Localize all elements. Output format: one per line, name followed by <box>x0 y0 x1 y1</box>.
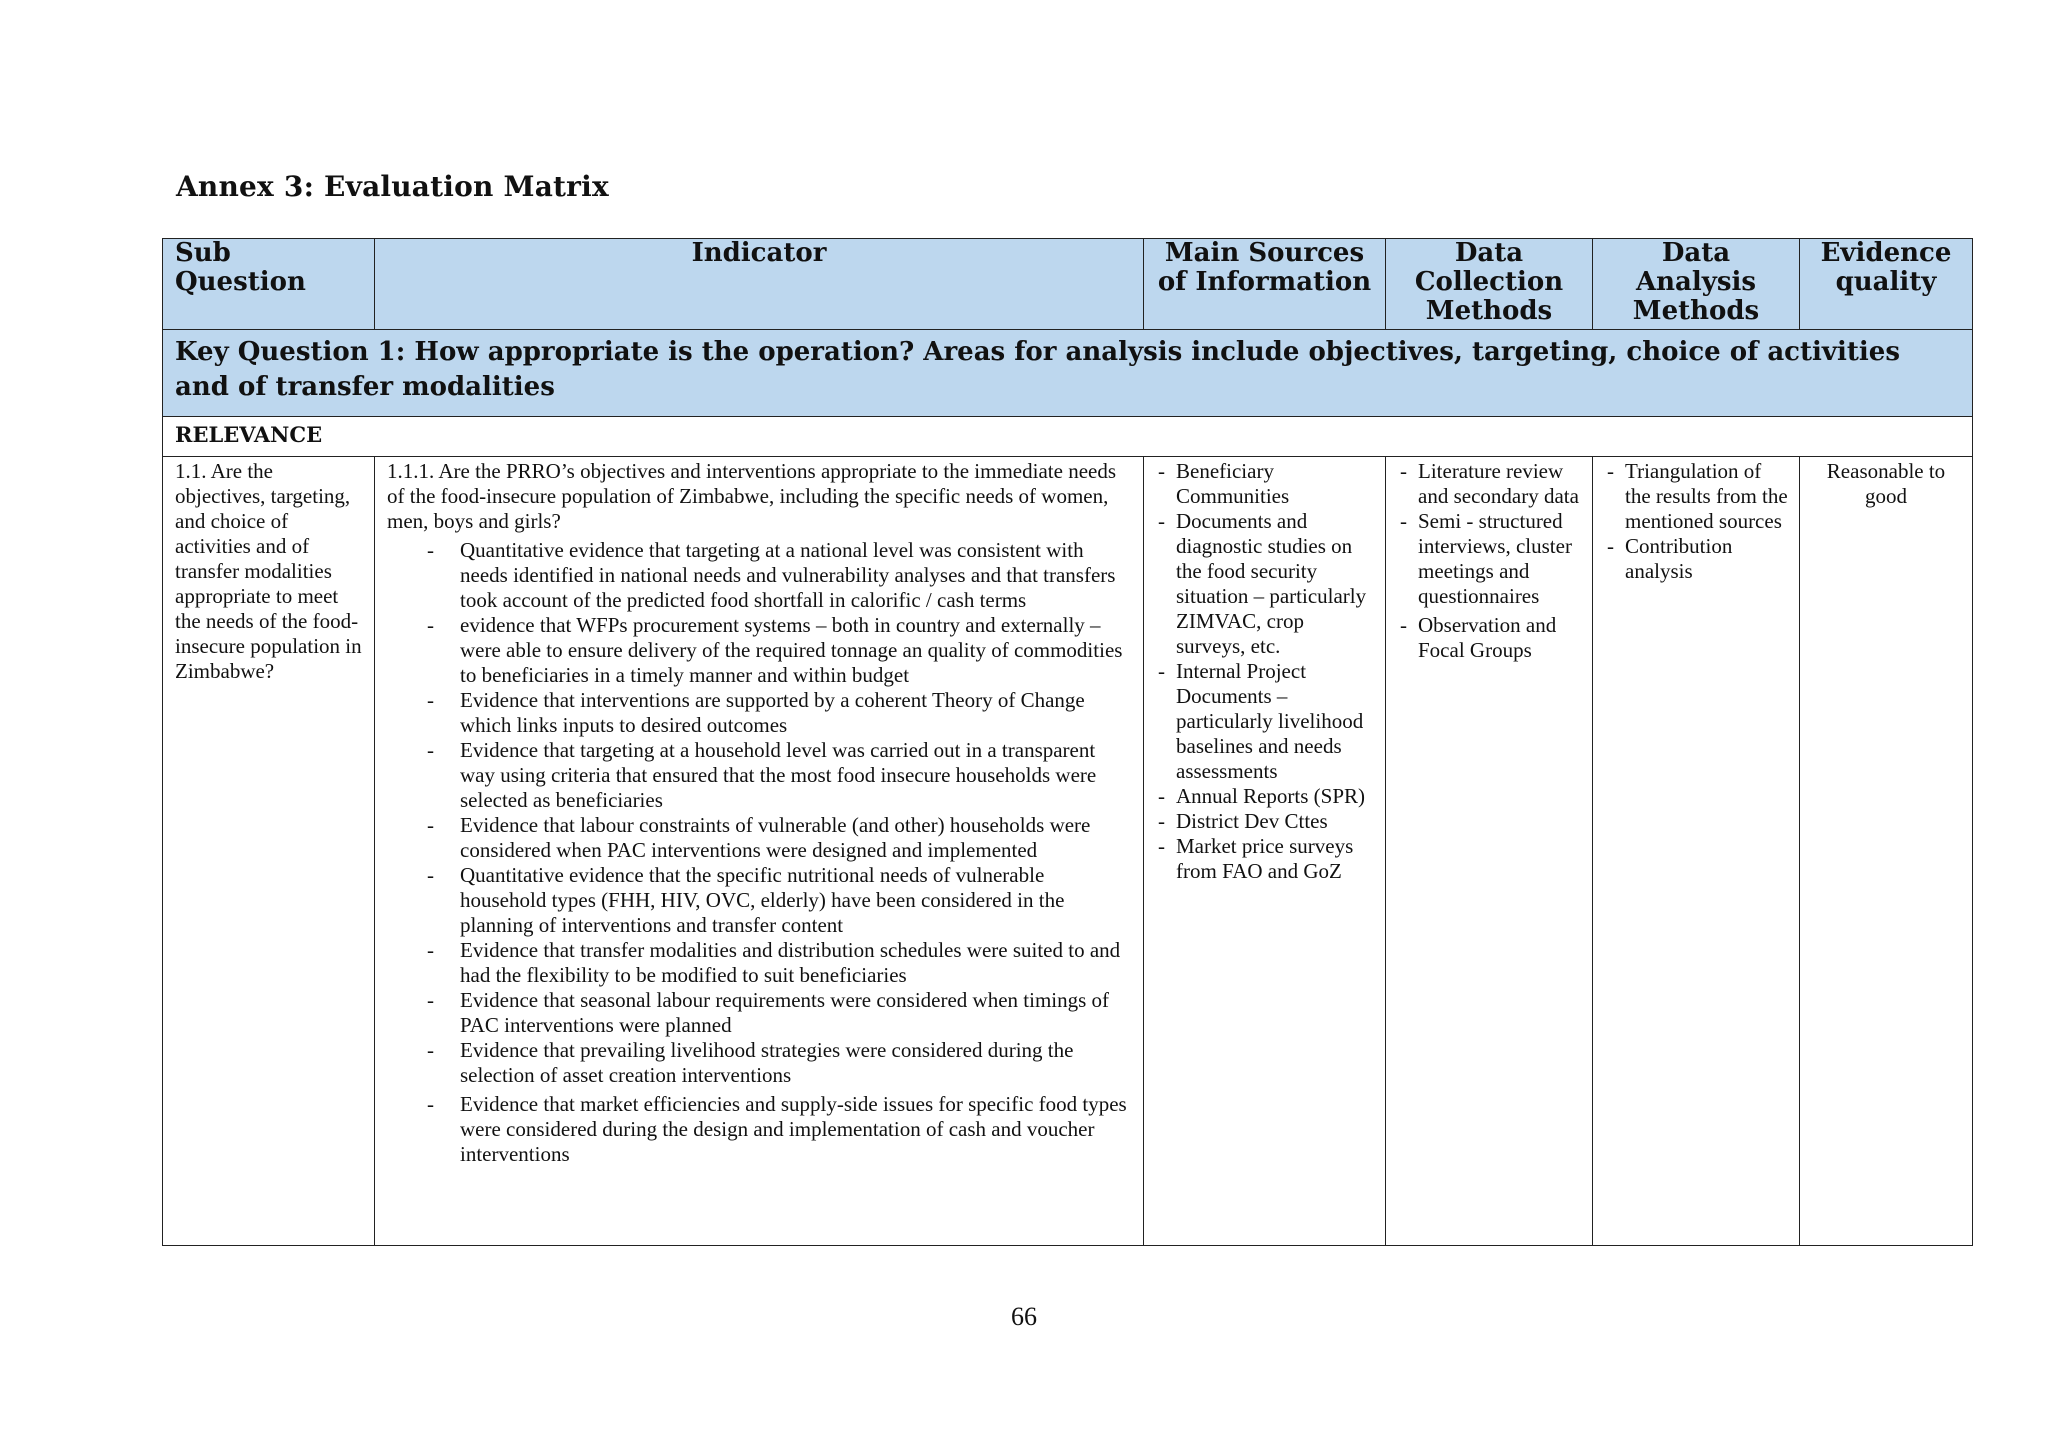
header-indicator: Indicator <box>375 239 1144 330</box>
list-item: - Literature review and secondary data <box>1398 459 1582 509</box>
list-item: - Evidence that prevailing livelihood strategies were considered during the selection of asset creation interventions <box>427 1038 1133 1088</box>
list-item: - Quantitative evidence that targeting at a national level was consistent with needs identified in national needs and vulnerability analyses and that transfers took account of the predicted food shortfall in calorific / cash terms <box>427 538 1133 613</box>
list-item: - Evidence that targeting at a household level was carried out in a transparent way using criteria that ensured that the most food insecure households were selected as beneficiaries <box>427 738 1133 813</box>
header-main-sources: Main Sources of Information <box>1144 239 1386 330</box>
list-item: - Beneficiary Communities <box>1156 459 1375 509</box>
main-sources-cell <box>1144 457 1386 1246</box>
list-item: - Annual Reports (SPR) <box>1156 784 1375 809</box>
indicator-cell <box>375 457 1144 1246</box>
data-collection-list <box>1398 459 1582 663</box>
list-item: - Contribution analysis <box>1605 534 1789 584</box>
header-data-analysis: Data Analysis Methods <box>1593 239 1800 330</box>
list-item: - evidence that WFPs procurement systems – both in country and externally – were able to ensure delivery of the required tonnage an quality of commodities to beneficiaries in a timely manner and within budget <box>427 613 1133 688</box>
annex-title: Annex 3: Evaluation Matrix <box>176 170 609 203</box>
list-item: - Triangulation of the results from the mentioned sources <box>1605 459 1789 534</box>
sub-question-text: 1.1. Are the objectives, targeting, and choice of activities and of transfer modalities appropriate to meet the needs of the food-insecure population in Zimbabwe? <box>175 459 362 683</box>
section-label: RELEVANCE <box>163 417 1973 457</box>
list-item: - Documents and diagnostic studies on the food security situation – particularly ZIMVAC, crop surveys, etc. <box>1156 509 1375 659</box>
list-item: - Evidence that interventions are supported by a coherent Theory of Change which links inputs to desired outcomes <box>427 688 1133 738</box>
evidence-quality-text: Reasonable to good <box>1826 459 1946 508</box>
key-question-row <box>163 330 1973 417</box>
sub-question-cell <box>163 457 375 1246</box>
header-evidence-quality: Evidence quality <box>1800 239 1973 330</box>
list-item: - Market price surveys from FAO and GoZ <box>1156 834 1375 884</box>
header-sub-question: Sub Question <box>163 239 375 330</box>
section-row <box>163 417 1973 457</box>
list-item: - Evidence that seasonal labour requirements were considered when timings of PAC interventions were planned <box>427 988 1133 1038</box>
page-number: 66 <box>1011 1302 1037 1331</box>
table-row <box>163 457 1973 1246</box>
list-item: - Internal Project Documents – particularly livelihood baselines and needs assessments <box>1156 659 1375 784</box>
main-sources-list <box>1156 459 1375 884</box>
list-item: - Evidence that market efficiencies and supply-side issues for specific food types were considered during the design and implementation of cash and voucher interventions <box>427 1092 1133 1167</box>
list-item: - Semi - structured interviews, cluster meetings and questionnaires <box>1398 509 1582 609</box>
list-item: - District Dev Cttes <box>1156 809 1375 834</box>
data-collection-cell <box>1386 457 1593 1246</box>
indicator-list <box>387 538 1133 1167</box>
data-analysis-cell <box>1593 457 1800 1246</box>
evidence-quality-cell <box>1800 457 1973 1246</box>
header-data-collection: Data Collection Methods <box>1386 239 1593 330</box>
evaluation-matrix-table <box>162 238 1973 1246</box>
key-question: Key Question 1: How appropriate is the operation? Areas for analysis include objectives, targeting, choice of activities and of transfer modalities <box>163 330 1973 417</box>
header-row <box>163 239 1973 330</box>
indicator-intro: 1.1.1. Are the PRRO’s objectives and interventions appropriate to the immediate needs of the food-insecure population of Zimbabwe, including the specific needs of women, men, boys and girls? <box>387 459 1117 533</box>
list-item: - Evidence that labour constraints of vulnerable (and other) households were considered when PAC interventions were designed and implemented <box>427 813 1133 863</box>
data-analysis-list <box>1605 459 1789 584</box>
list-item: - Quantitative evidence that the specific nutritional needs of vulnerable household types (FHH, HIV, OVC, elderly) have been considered in the planning of interventions and transfer content <box>427 863 1133 938</box>
list-item: - Evidence that transfer modalities and distribution schedules were suited to and had the flexibility to be modified to suit beneficiaries <box>427 938 1133 988</box>
list-item: - Observation and Focal Groups <box>1398 613 1582 663</box>
